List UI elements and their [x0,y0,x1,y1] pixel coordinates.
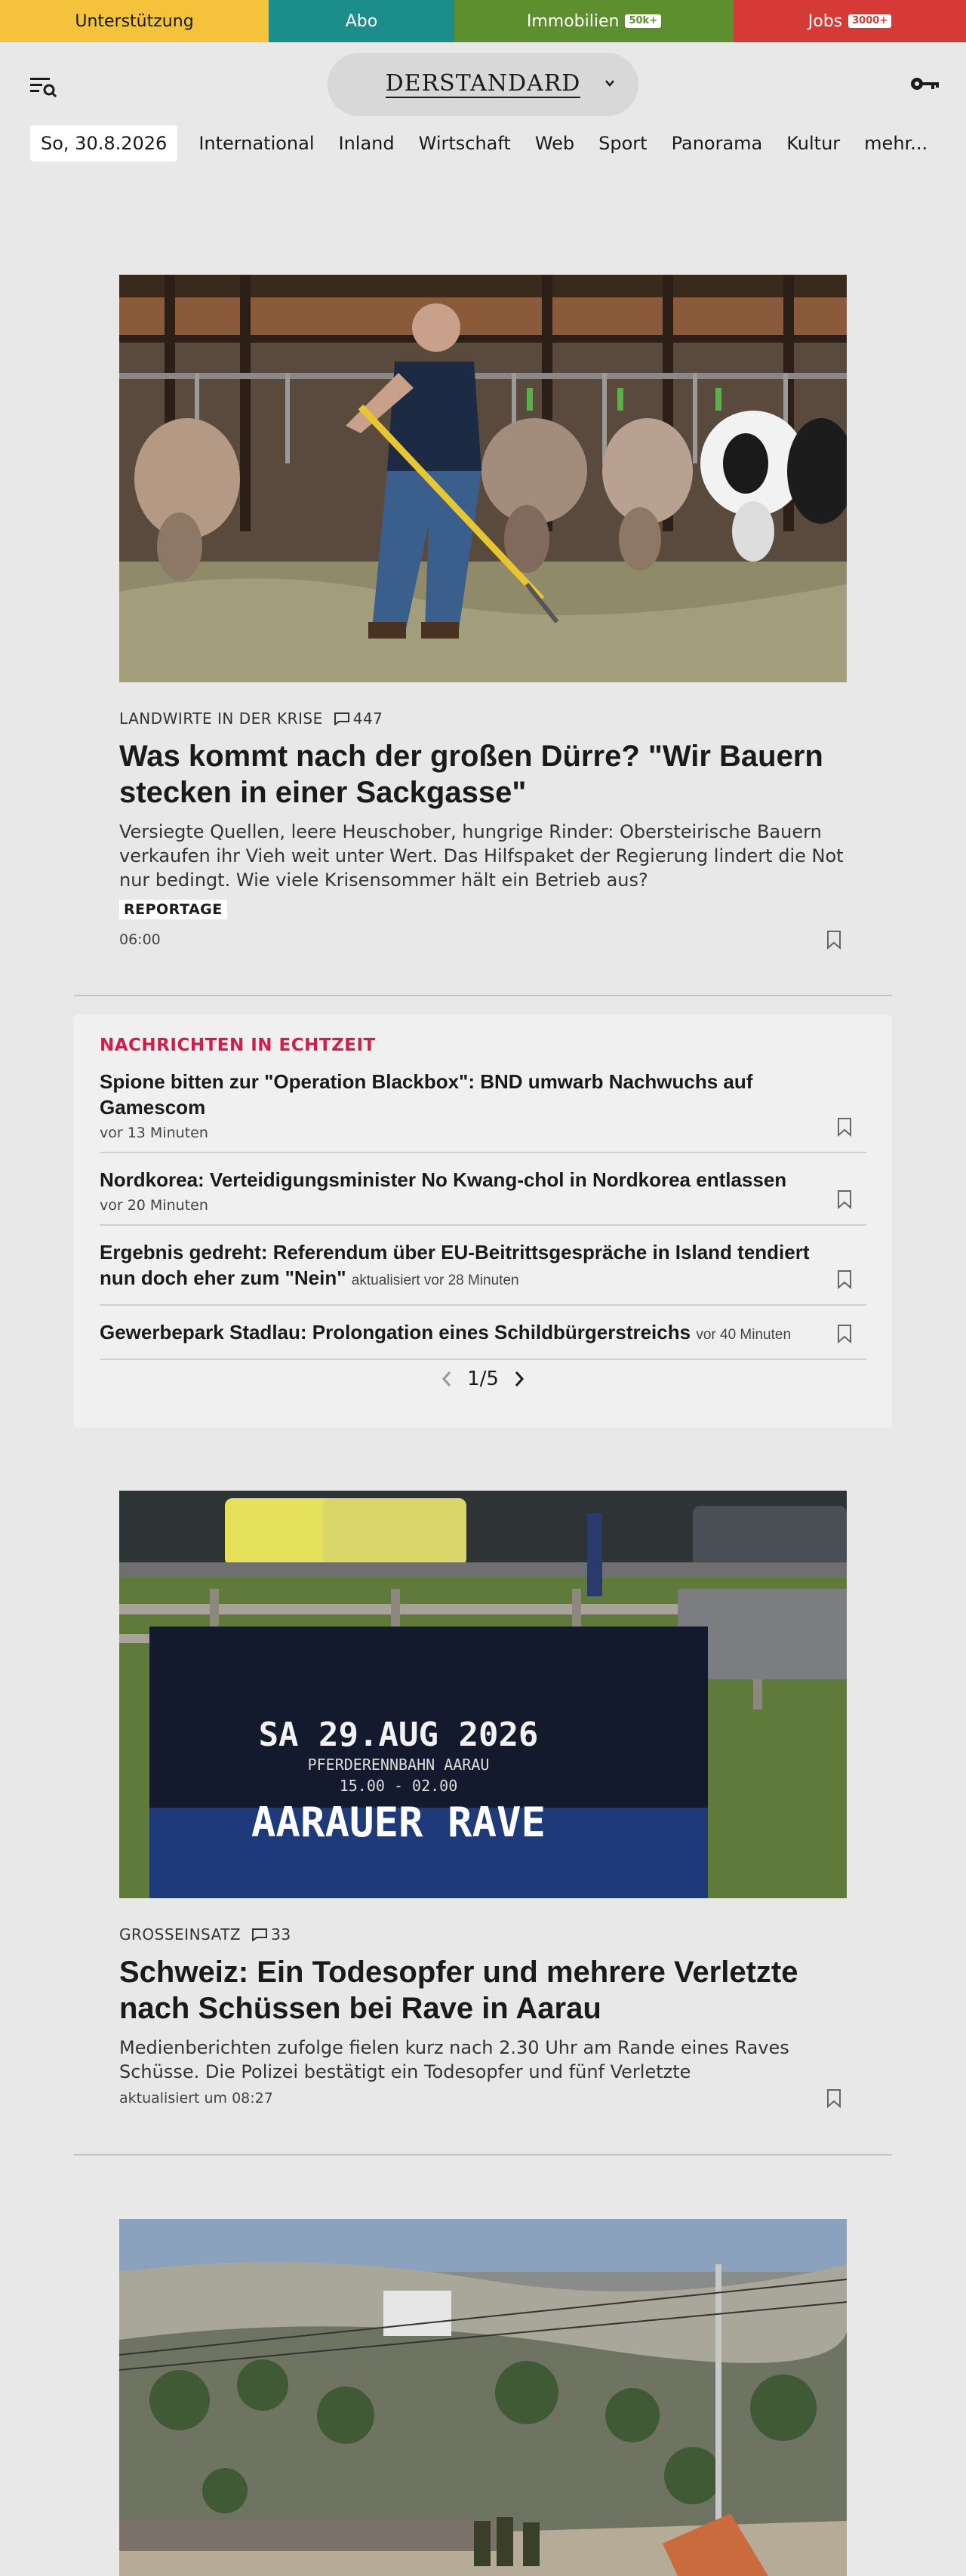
support-link[interactable] [0,0,269,42]
article-type-badge: REPORTAGE [119,900,227,919]
immobilien-label: Immobilien [526,11,620,31]
article-lead: Versiegte Quellen, leere Heuschober, hungrige Rinder: Obersteirische Bauern verkaufen ihr Vieh weit unter Wert. Das Hilfspaket der Regierung lindert die Not nur bedingt. Wie viele Krisensommer hält ein Betrieb aus? [119,821,844,891]
comment-icon [251,1928,268,1941]
farmer-cows-photo [119,275,847,682]
article-headline[interactable]: Was kommt nach der großen Dürre? "Wir Bauern stecken in einer Sackgasse" [119,740,823,809]
abo-link[interactable] [269,0,454,42]
jobs-link[interactable] [734,0,966,42]
rave-sign-title: AARAUER RAVE [251,1799,546,1846]
jobs-badge: 3000+ [848,14,891,28]
jobs-label: Jobs [808,11,843,31]
live-news-headline-wrap[interactable] [100,1239,866,1294]
article-kicker [119,1925,847,1944]
chevron-down-icon [604,77,616,89]
main-navigation [30,125,952,162]
logo-button[interactable] [328,53,638,116]
chevron-right-icon[interactable] [512,1369,526,1389]
section-divider [74,995,892,996]
article-kicker [119,709,847,728]
nav-item-sport[interactable]: Sport [598,133,648,154]
article-meta [119,2088,847,2108]
live-news-headline[interactable]: Nordkorea: Verteidigungsminister No Kwang-chol in Nordkorea entlassen [100,1168,787,1191]
immobilien-badge: 50k+ [625,14,661,28]
service-bar [0,0,966,42]
comment-count[interactable] [334,709,383,728]
bookmark-icon[interactable] [836,1270,853,1289]
live-news-title: NACHRICHTEN IN ECHTZEIT [100,1036,376,1055]
live-news-pager [100,1368,866,1390]
nav-item-more[interactable]: mehr... [864,133,928,154]
live-news-headline[interactable]: Gewerbepark Stadlau: Prolongation eines Schildbürgerstreichs [100,1321,691,1343]
key-icon [909,72,942,95]
live-news-headline-wrap[interactable] [100,1319,866,1348]
bookmark-icon[interactable] [836,1190,853,1209]
menu-search-button[interactable] [29,74,59,100]
current-date: So, 30.8.2026 [30,125,177,162]
abo-label: Abo [345,11,378,31]
chevron-left-icon[interactable] [440,1369,454,1389]
live-news-headline[interactable]: Spione bitten zur "Operation Blackbox": BND umwarb Nachwuchs auf Gamescom [100,1070,753,1119]
logo: DERSTANDARD [385,70,581,97]
rave-sign-photo [119,1491,847,1898]
nav-item-inland[interactable]: Inland [338,133,395,154]
section-divider [74,2154,892,2156]
article-image[interactable] [119,2219,847,2576]
pager-position: 1/5 [467,1368,499,1390]
comment-count[interactable] [251,1925,291,1944]
live-news-headline[interactable]: Ergebnis gedreht: Referendum über EU-Beitrittsgespräche in Island tendiert nun doch eher zum "Nein" [100,1241,810,1289]
live-news-box [74,1014,892,1428]
comment-count-value: 447 [352,709,383,728]
rave-sign-hours: 15.00 - 02.00 [339,1777,458,1795]
kicker-text: GROSSEINSATZ [119,1925,242,1944]
nav-item-wirtschaft[interactable]: Wirtschaft [418,133,511,154]
menu-search-icon [29,74,59,100]
nav-item-web[interactable]: Web [534,133,575,154]
bookmark-icon[interactable] [836,1117,853,1137]
comment-icon [334,712,350,725]
live-news-time: vor 40 Minuten [696,1327,792,1343]
article-time: aktualisiert um 08:27 [119,2090,273,2107]
bookmark-icon[interactable] [836,1324,853,1343]
nav-item-international[interactable]: International [198,133,315,154]
article-meta [119,930,847,949]
article-image[interactable] [119,275,847,682]
bookmark-icon[interactable] [826,930,842,949]
immobilien-link[interactable] [454,0,734,42]
article-teaser[interactable] [119,2219,847,2576]
nav-item-panorama[interactable]: Panorama [671,133,763,154]
login-button[interactable] [909,72,942,95]
live-news-item[interactable] [100,1306,866,1360]
live-news-item[interactable] [100,1226,866,1306]
article-time: 06:00 [119,931,161,948]
article-headline[interactable]: Schweiz: Ein Todesopfer und mehrere Verletzte nach Schüssen bei Rave in Aarau [119,1956,798,2025]
live-news-time: vor 20 Minuten [100,1197,208,1214]
live-news-item[interactable] [100,1055,866,1153]
nav-item-kultur[interactable]: Kultur [786,133,841,154]
article-teaser[interactable] [119,1491,847,2108]
article-image[interactable] [119,1491,847,1898]
rave-sign-venue: PFERDERENNBAHN AARAU [307,1756,490,1774]
article-lead: Medienberichten zufolge fielen kurz nach 2.30 Uhr am Rande eines Raves Schüsse. Die Polizei bestätigt ein Todesopfer und fünf Verletzte [119,2037,789,2082]
kicker-text: LANDWIRTE IN DER KRISE [119,709,323,728]
support-label: Unterstützung [75,11,194,31]
live-news-item[interactable] [100,1153,866,1226]
rave-sign-date: SA 29.AUG 2026 [258,1716,539,1754]
live-news-time: aktualisiert vor 28 Minuten [351,1273,519,1288]
bookmark-icon[interactable] [826,2088,842,2108]
comment-count-value: 33 [271,1925,291,1944]
live-news-time: vor 13 Minuten [100,1125,208,1141]
hillside-soldiers-photo [119,2219,847,2576]
article-teaser[interactable] [119,275,847,949]
